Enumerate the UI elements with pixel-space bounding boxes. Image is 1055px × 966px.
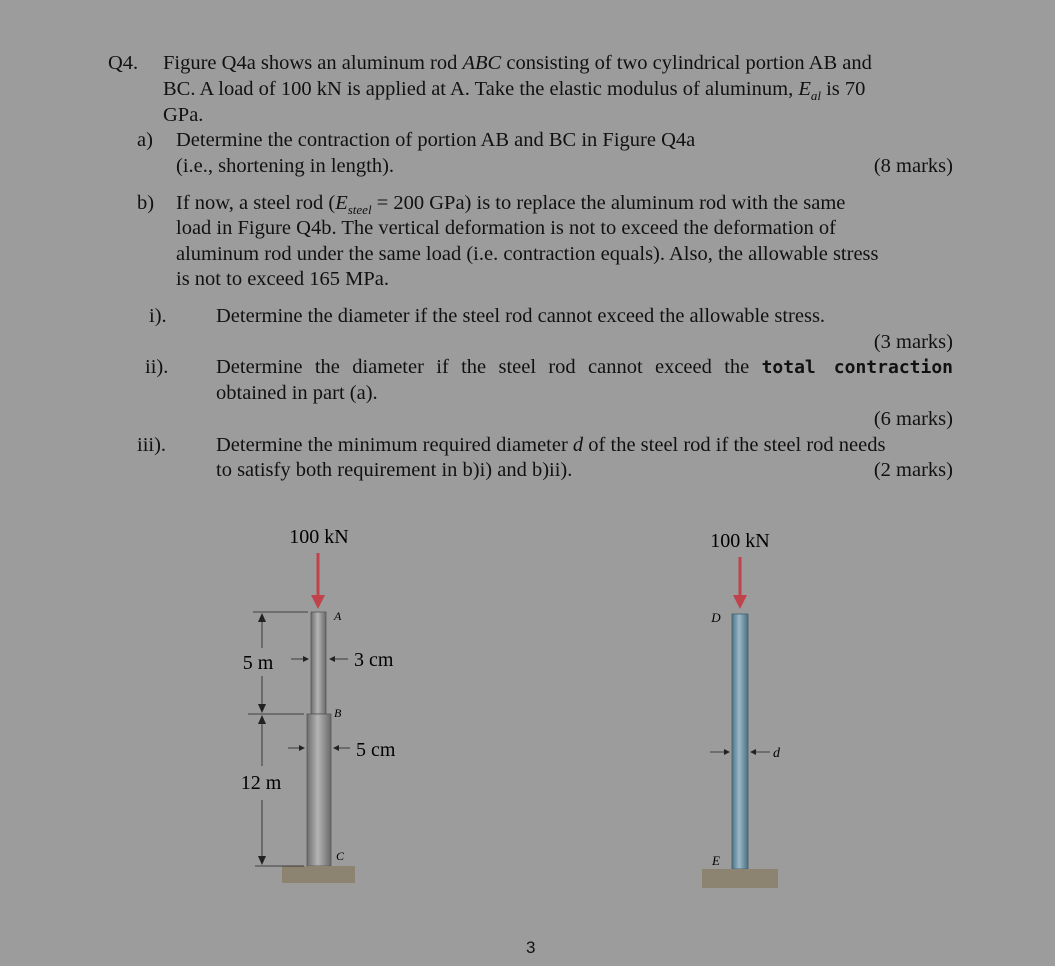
fig-a-length-bc: 12 m [240, 772, 282, 794]
fig-a-dim-bc-arrow-top [258, 715, 266, 724]
fig-a-point-c: C [336, 849, 345, 863]
sub-i-marks: (3 marks) [873, 331, 953, 353]
fig-b-dia-left-head [724, 749, 730, 755]
sub-iii-line2: to satisfy both requirement in b)i) and b)ii). [216, 459, 573, 481]
part-b-line2: load in Figure Q4b. The vertical deformation is not to exceed the deformation of [176, 217, 836, 239]
question-intro-line1: Figure Q4a shows an aluminum rod ABC consisting of two cylindrical portion AB and [163, 52, 872, 74]
sub-iii-line1: Determine the minimum required diameter d of the steel rod if the steel rod needs [216, 434, 886, 456]
page-number: 3 [526, 938, 536, 957]
part-a-marks: (8 marks) [873, 155, 953, 177]
fig-b-dia-right-head [750, 749, 756, 755]
part-b-line3: aluminum rod under the same load (i.e. contraction equals). Also, the allowable stress [176, 243, 879, 265]
fig-b-ground [702, 869, 778, 888]
fig-a-dim-bc-arrow-bottom [258, 856, 266, 865]
fig-a-rod-ab [311, 612, 326, 714]
fig-b-steel-rod [732, 614, 748, 869]
fig-a-load-label: 100 kN [289, 526, 349, 548]
question-number: Q4. [108, 52, 139, 74]
question-intro-line3: GPa. [163, 104, 204, 126]
sub-ii-line2: obtained in part (a). [216, 382, 378, 404]
question-intro-line2: BC. A load of 100 kN is applied at A. Take the elastic modulus of aluminum, $E_{al}$ is 70 [163, 78, 866, 104]
fig-a-dim-ab-arrow-bottom [258, 704, 266, 713]
figure-q4a [241, 526, 396, 883]
fig-a-point-b: B [334, 706, 342, 720]
fig-a-diameter-bc: 5 cm [356, 739, 396, 761]
sub-ii-line1: Determine the diameter if the steel rod cannot exceed the total contraction [216, 356, 954, 378]
part-b-line1: If now, a steel rod ($E_{steel} = 200$ GPa) is to replace the aluminum rod with the same [176, 192, 846, 218]
fig-a-ground [282, 866, 355, 883]
figure-q4b [702, 530, 781, 888]
fig-a-dia-ab-left-head [303, 656, 309, 662]
fig-a-dia-ab-right-head [329, 656, 335, 662]
part-a-line1: Determine the contraction of portion AB and BC in Figure Q4a [176, 129, 696, 151]
sub-iii-marks: (2 marks) [873, 459, 953, 481]
fig-a-dia-bc-right-head [333, 745, 339, 751]
part-b-line4: is not to exceed 165 MPa. [176, 268, 389, 290]
fig-a-rod-bc [307, 714, 331, 866]
part-a-label: a) [137, 129, 153, 151]
sub-ii-marks: (6 marks) [873, 408, 953, 430]
sub-ii-label: ii). [145, 356, 169, 378]
fig-b-load-arrowhead [733, 595, 747, 609]
fig-b-point-d: D [711, 610, 721, 625]
part-b-label: b) [137, 192, 155, 214]
fig-b-load-label: 100 kN [710, 530, 770, 552]
fig-a-point-a: A [334, 609, 342, 623]
fig-a-dia-bc-left-head [299, 745, 305, 751]
fig-a-length-ab: 5 m [242, 652, 274, 674]
fig-a-load-arrowhead [311, 595, 325, 609]
fig-a-dim-ab-arrow-top [258, 613, 266, 622]
sub-i-label: i). [149, 305, 167, 327]
sub-iii-label: iii). [137, 434, 167, 456]
fig-b-diameter: d [773, 746, 780, 761]
fig-a-diameter-ab: 3 cm [354, 649, 394, 671]
part-a-line2: (i.e., shortening in length). [176, 155, 395, 177]
fig-b-point-e: E [712, 853, 720, 868]
sub-i-text: Determine the diameter if the steel rod cannot exceed the allowable stress. [216, 305, 826, 327]
